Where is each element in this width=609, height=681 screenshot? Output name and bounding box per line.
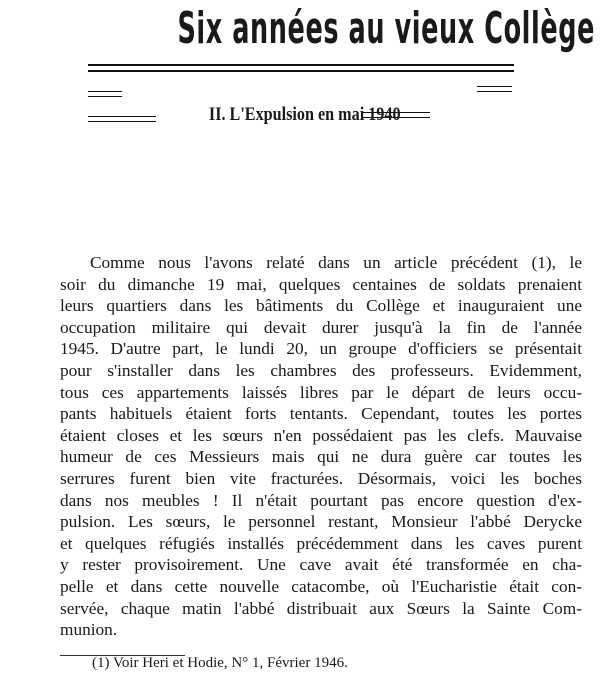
- ornament-dash-right-1: [477, 86, 512, 87]
- text-line: serrures furent bien vite fracturées. Désormais, voici les boches: [60, 468, 582, 488]
- title-rule-bottom: [88, 70, 514, 72]
- title-rule-top: [88, 64, 514, 66]
- text-line: occupation militaire qui devait durer jusqu'à la fin de l'année: [60, 317, 582, 337]
- text-line: leurs quartiers dans les bâtiments du Collège et inauguraient une: [60, 296, 582, 316]
- text-line: pelle et dans cette nouvelle catacombe, où l'Eucharistie était con-: [60, 576, 582, 596]
- footnote: (1) Voir Heri et Hodie, N° 1, Février 1946.: [92, 655, 348, 671]
- text-line: y rester provisoirement. Une cave avait été transformée en cha-: [60, 555, 582, 575]
- text-line: pulsion. Les sœurs, le personnel restant, Monsieur l'abbé Derycke: [60, 512, 582, 532]
- text-line: soir du dimanche 19 mai, quelques centaines de soldats prenaient: [60, 274, 582, 294]
- ornament-dash-right-2: [477, 91, 512, 92]
- text-line: humeur de ces Messieurs mais qui ne dura guère car toutes les: [60, 447, 582, 467]
- text-line: Comme nous l'avons relaté dans un article précédent (1), le: [90, 253, 582, 272]
- text-line: tous ces appartements laissés libres par le départ de leurs occu-: [60, 382, 582, 402]
- page-title: [177, 2, 595, 56]
- subtitle-text: II. L'Expulsion en mai 1940: [208, 104, 401, 125]
- text-line: étaient closes et les sœurs n'en possédaient pas les clefs. Mauvaise: [60, 425, 582, 445]
- text-line: et quelques réfugiés installés précédemment dans les caves purent: [60, 533, 582, 553]
- title-text: Six années au vieux Collège: [177, 3, 595, 54]
- article-body: [60, 252, 582, 641]
- text-line: munion.: [60, 620, 118, 640]
- text-line: dans nos meubles ! Il n'était pourtant pas encore question d'ex-: [60, 490, 582, 510]
- text-line: servée, chaque matin l'abbé distribuait aux Sœurs la Sainte Com-: [60, 598, 582, 618]
- ornament-dash-left-2: [88, 96, 122, 97]
- text-line: pants habituels étaient forts tentants. Cependant, toutes les portes: [60, 404, 582, 424]
- text-line: pour s'installer dans les chambres des professeurs. Evidemment,: [60, 360, 582, 380]
- ornament-dash-left-1: [88, 91, 122, 92]
- section-subtitle: [0, 104, 609, 126]
- text-line: 1945. D'autre part, le lundi 20, un groupe d'officiers se présentait: [60, 339, 582, 359]
